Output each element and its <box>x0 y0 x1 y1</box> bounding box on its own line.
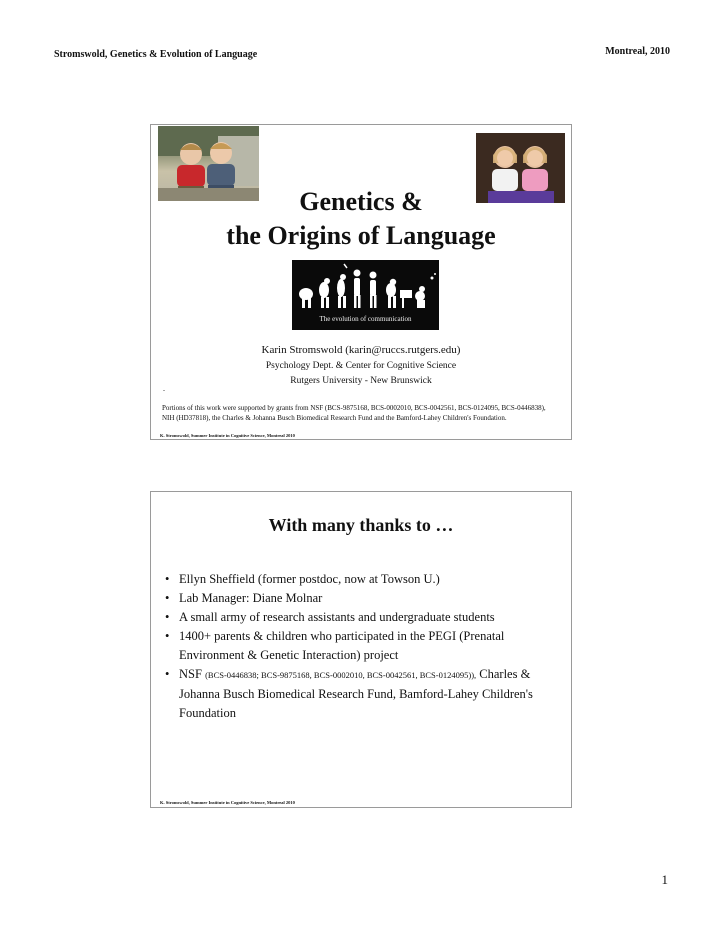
list-item: • A small army of research assistants and undergraduate students <box>163 608 563 627</box>
nsf-grants: (BCS-0446838; BCS-9875168, BCS-0002010, BCS-0042561, BCS-0124095)), <box>205 670 477 680</box>
slide-thanks-title: With many thanks to … <box>268 515 454 535</box>
page-header-right: Montreal, 2010 <box>605 46 670 57</box>
nsf-prefix: NSF <box>179 667 206 681</box>
evolution-caption: The evolution of communication <box>319 315 412 323</box>
list-item-nsf <box>163 665 563 723</box>
list-item: • Ellyn Sheffield (former postdoc, now at Towson U.) <box>163 570 563 589</box>
page-number: 1 <box>661 872 668 887</box>
list-item: • 1400+ parents & children who participated in the PEGI (Prenatal Environment & Genetic Interaction) project <box>163 627 563 665</box>
slide-footer: K. Stromswold, Summer Institute in Cognitive Science, Montreal 2010 <box>160 800 295 805</box>
page-header-left: Stromswold, Genetics & Evolution of Language <box>54 49 258 60</box>
title-line-2: the Origins of Language <box>226 221 496 250</box>
evolution-silhouettes <box>292 260 439 314</box>
author-name: Karin Stromswold (karin@ruccs.rutgers.edu) <box>261 344 461 356</box>
nsf-rest: Charles & Johanna Busch Biomedical Research Fund, Bamford-Lahey Children's Foundation <box>179 667 533 720</box>
list-item: • Lab Manager: Diane Molnar <box>163 589 563 608</box>
slide-thanks <box>150 491 572 808</box>
thanks-list <box>163 570 563 723</box>
slide-title <box>150 124 572 440</box>
title-line-1: Genetics & <box>299 187 423 216</box>
funding-note: Portions of this work were supported by grants from NSF (BCS-9875168, BCS-0002010, BCS-0042561, BCS-0124095, BCS-0446838), NIH (HD37818), the Charles & Johanna Busch Biomedical Research Fund and the Bamford-Lahey Children's Foundation. <box>162 404 546 422</box>
author-department: Psychology Dept. & Center for Cognitive Science <box>265 361 457 371</box>
evolution-image <box>292 260 439 330</box>
slide-footer: K. Stromswold, Summer Institute in Cognitive Science, Montreal 2010 <box>160 433 295 438</box>
author-university: Rutgers University - New Brunswick <box>290 376 432 386</box>
slide-title-text <box>151 185 571 253</box>
stray-dot: . <box>163 384 165 393</box>
